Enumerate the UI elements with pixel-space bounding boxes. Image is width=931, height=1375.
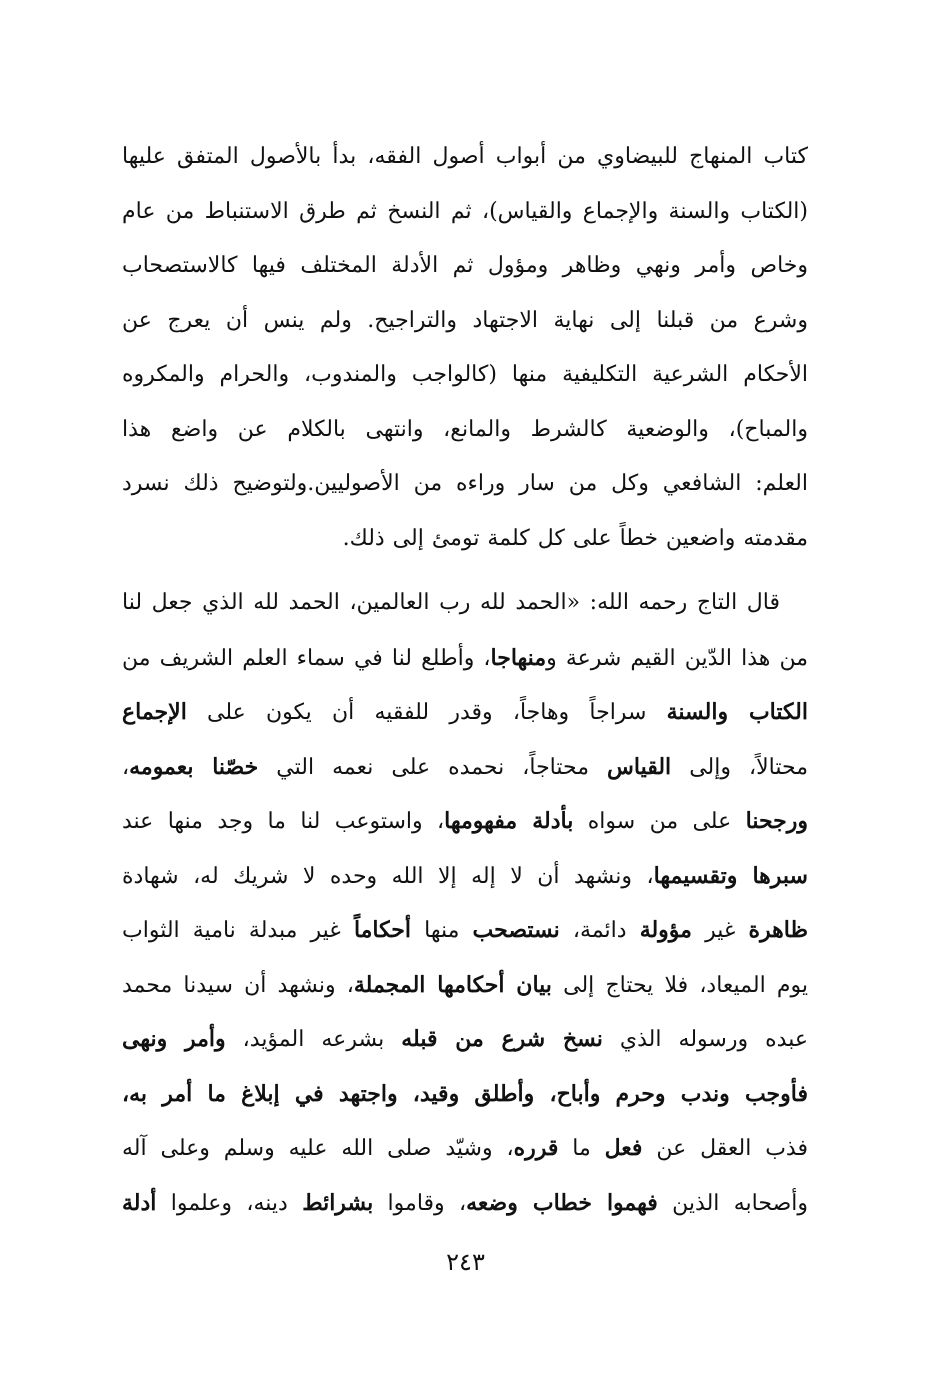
bold-term: ظاهرة xyxy=(748,917,808,943)
text-run: ، ونشهد أن لا إله إلا الله وحده لا شريك له، شهادة xyxy=(122,863,654,889)
text-run: يوم الميعاد، فلا يحتاج إلى xyxy=(551,972,808,998)
text-run: ، واستوعب لنا ما وجد منها عند xyxy=(122,809,445,834)
text-run: محتالاً، وإلى xyxy=(671,754,808,780)
text-run: فذب العقل عن xyxy=(642,1136,808,1161)
text-run: دائمة، xyxy=(559,918,640,943)
paragraph-line: وخاص وأمر ونهي وظاهر ومؤول ثم الأدلة المختلف فيها كالاستصحاب xyxy=(122,253,808,278)
text-run: من هذا الدّين القيم شرعة و xyxy=(546,645,808,671)
text-run: قال التاج رحمه الله: «الحمد لله رب العالمين، الحمد لله الذي جعل لنا xyxy=(122,590,780,615)
bold-term: فأوجب وندب وحرم وأباح، وأطلق وقيد، واجتهد في إبلاغ ما أمر به، xyxy=(122,1080,808,1107)
paragraph-line: العلم: الشافعي وكل من سار وراءه من الأصوليين.ولتوضيح ذلك نسرد xyxy=(122,471,808,496)
text-run: على من سواه xyxy=(573,809,746,834)
paragraph-line: كتاب المنهاج للبيضاوي من أبواب أصول الفقه، بدأ بالأصول المتفق عليها xyxy=(122,144,808,169)
bold-term: فعل xyxy=(604,1135,643,1161)
page-number: ٢٤٣ xyxy=(446,1248,485,1276)
text-run: ، ونشهد أن سيدنا محمد xyxy=(122,972,354,998)
bold-term: وأمر ونهى xyxy=(122,1026,226,1052)
text-run: وأصحابه الذين xyxy=(657,1190,808,1216)
quotation-line xyxy=(122,631,808,686)
paragraph-line: والمباح)، والوضعية كالشرط والمانع، وانتهى بالكلام عن واضع هذا xyxy=(122,416,808,442)
bold-term: فهموا خطاب وضعه xyxy=(466,1189,658,1216)
quotation-line xyxy=(122,1067,808,1122)
paragraph-quotation xyxy=(122,576,808,1230)
bold-term: أدلة xyxy=(122,1189,157,1216)
text-run: ، xyxy=(122,754,130,780)
text-run: دينه، وعلموا xyxy=(156,1190,303,1216)
quotation-line xyxy=(122,685,808,740)
bold-term: بأدلة مفهومها xyxy=(444,808,574,834)
text-run: بشرعه المؤيد، xyxy=(225,1027,402,1052)
bold-term: بيان أحكامها المجملة xyxy=(353,971,552,998)
bold-term: ورجحنا xyxy=(745,808,808,834)
text-run: محتاجاً، نحمده على نعمه التي xyxy=(258,754,608,780)
bold-term: بشرائط xyxy=(302,1189,374,1216)
quotation-line xyxy=(122,1012,808,1067)
quotation-line xyxy=(122,849,808,904)
bold-term: الكتاب والسنة xyxy=(666,699,808,725)
text-run: ، وأطلع لنا في سماء العلم الشريف من xyxy=(122,645,491,671)
quotation-line xyxy=(122,1121,808,1176)
quotation-line xyxy=(122,740,808,795)
bold-term: قرره xyxy=(513,1135,559,1161)
paragraph-line: وشرع من قبلنا إلى نهاية الاجتهاد والتراجيح. ولم ينس أن يعرج عن xyxy=(122,307,808,333)
bold-term: مؤولة xyxy=(639,917,692,943)
bold-term: منهاجا xyxy=(490,644,547,671)
paragraph-line: مقدمته واضعين خطاً على كل كلمة تومئ إلى ذلك. xyxy=(342,525,808,551)
text-run: ، وقاموا xyxy=(373,1190,467,1216)
quotation-line xyxy=(122,1176,808,1231)
text-run: منها xyxy=(411,918,473,943)
paragraph-line: الأحكام الشرعية التكليفية منها (كالواجب والمندوب، والحرام والمكروه xyxy=(122,362,808,387)
text-run: ، وشيّد صلى الله عليه وسلم وعلى آله xyxy=(122,1136,514,1161)
text-run: غير مبدلة نامية الثواب xyxy=(122,918,354,943)
bold-term: القياس xyxy=(607,753,672,780)
bold-term: نستصحب xyxy=(472,917,560,943)
quotation-line xyxy=(122,576,808,631)
text-run: ما xyxy=(558,1136,605,1161)
bold-term: سبرها وتقسيمها xyxy=(653,862,808,889)
paragraph-line: (الكتاب والسنة والإجماع والقياس)، ثم النسخ ثم طرق الاستنباط من عام xyxy=(122,198,808,224)
text-run: غير xyxy=(691,918,749,943)
text-run: سراجاً وهاجاً، وقدر للفقيه أن يكون على xyxy=(186,700,667,725)
quotation-line xyxy=(122,794,808,849)
text-run: عبده ورسوله الذي xyxy=(602,1027,808,1052)
quotation-line xyxy=(122,958,808,1013)
paragraph-intro xyxy=(122,130,808,566)
bold-term: خصّنا بعمومه xyxy=(129,753,259,780)
bold-term: الإجماع xyxy=(122,699,187,725)
bold-term: أحكاماً xyxy=(353,917,411,943)
quotation-line xyxy=(122,903,808,958)
bold-term: نسخ شرع من قبله xyxy=(401,1026,603,1052)
